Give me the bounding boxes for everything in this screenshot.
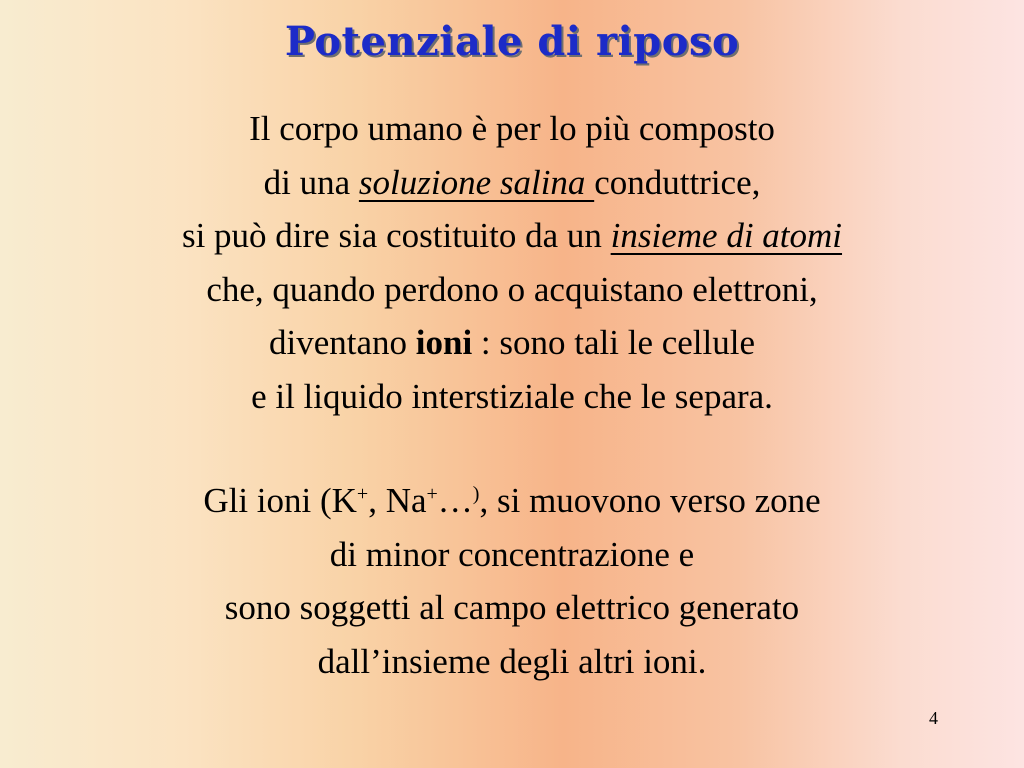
slide-title: Potenziale di riposo — [284, 18, 740, 65]
text-line — [40, 474, 984, 528]
text-line: che, quando perdono o acquistano elettroni, — [206, 269, 818, 309]
text-line — [40, 209, 984, 263]
text-line: dall’insieme degli altri ioni. — [317, 641, 707, 681]
text-line: Il corpo umano è per lo più composto — [249, 109, 775, 148]
superscript-charge: + — [426, 483, 438, 505]
paragraph-composition — [40, 102, 984, 423]
bold-ioni: ioni — [415, 323, 473, 362]
text-segment: Gli ioni (K — [203, 481, 357, 520]
text-line: e il liquido interstiziale che le separa. — [251, 376, 773, 416]
text-segment: … — [437, 481, 473, 520]
emphasis-soluzione-salina: soluzione salina — [358, 162, 595, 202]
text-line: sono soggetti al campo elettrico generato — [224, 588, 800, 627]
text-line — [40, 156, 984, 210]
text-line — [40, 316, 984, 370]
text-segment: diventano — [268, 323, 416, 362]
page-number: 4 — [929, 708, 938, 728]
superscript-paren: ) — [472, 483, 480, 505]
emphasis-insieme-di-atomi: insieme di atomi — [610, 216, 843, 255]
text-segment: conduttrice, — [594, 162, 761, 202]
text-segment: : sono tali le cellule — [472, 323, 756, 362]
paragraph-ions — [40, 474, 984, 688]
text-segment: , Na — [368, 481, 427, 520]
text-segment: di una — [263, 162, 359, 202]
text-segment: , si muovono verso zone — [479, 481, 821, 520]
superscript-charge: + — [356, 483, 369, 505]
text-line: di minor concentrazione e — [329, 534, 695, 574]
text-segment: si può dire sia costituito da un — [181, 216, 611, 255]
